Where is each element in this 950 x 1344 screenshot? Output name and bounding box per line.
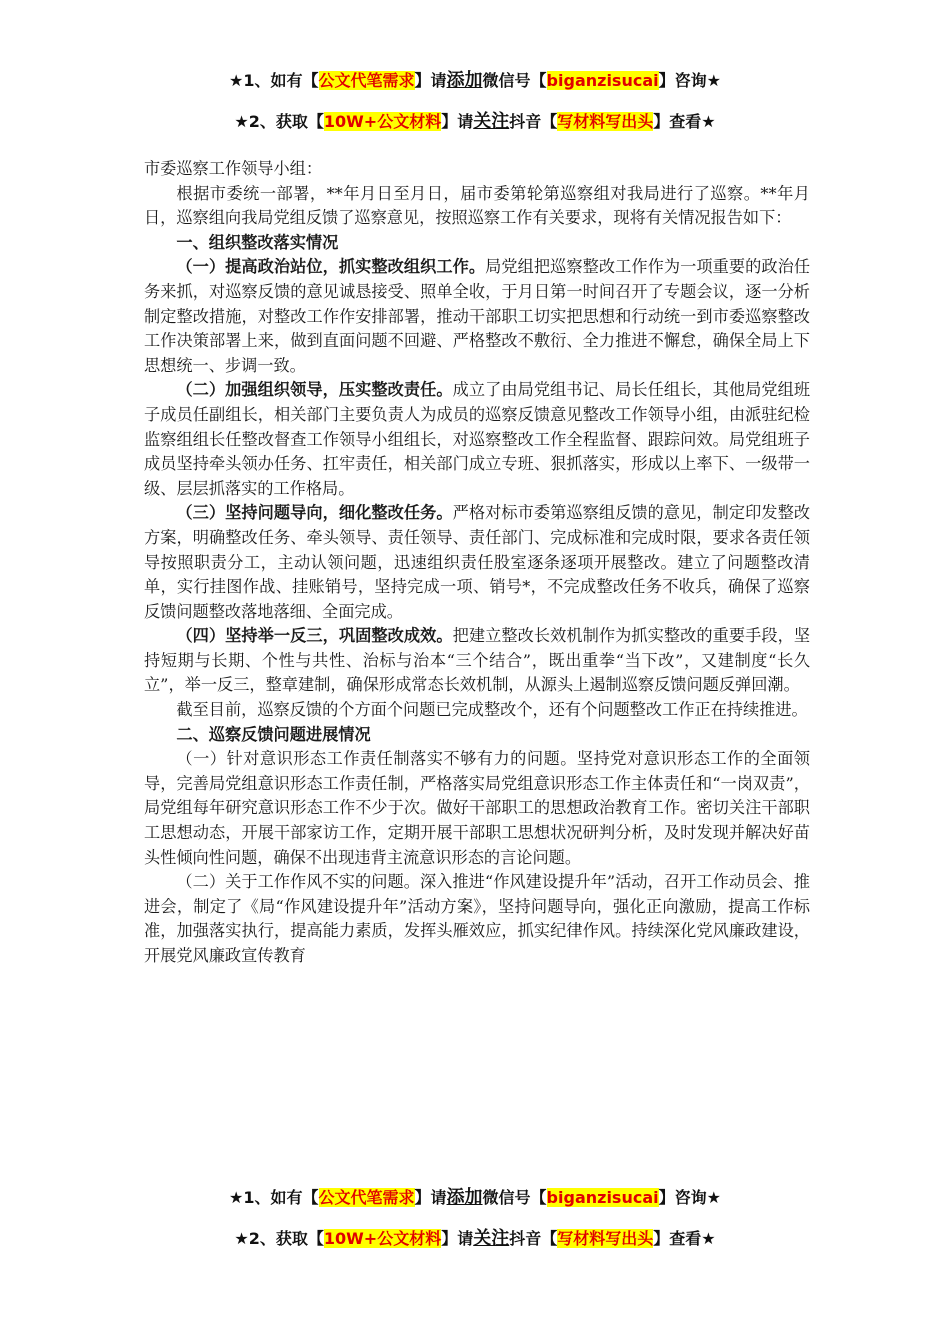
paragraph: （一）针对意识形态工作责任制落实不够有力的问题。坚持党对意识形态工作的全面领导，完善局党组意识形态工作责任制，严格落实局党组意识形态工作主体责任和“一岗双责”，局党组每年研究意识形态工作不少于次。做好干部职工的思想政治教育工作。密切关注干部职工思想动态，开展干部家访工作，定期开展干部职工思想状况研判分析，及时发现并解决好苗头性倾向性问题，确保不出现违背主流意识形态的言论问题。 [144,749,810,867]
paragraph: （一）提高政治站位，抓实整改组织工作。局党组把巡察整改工作作为一项重要的政治任务来抓，对巡察反馈的意见诚恳接受、照单全收，于月日第一时间召开了专题会议，逐一分析制定整改措施，对整改工作作安排部署，推动干部职工切实把思想和行动统一到市委巡察整改工作决策部署上来，做到直面问题不回避、严格整改不敷衍、全力推进不懈怠，确保全局上下思想统一、步调一致。 [144,257,811,375]
paragraph-lead: （一）提高政治站位，抓实整改组织工作。 [176,257,486,277]
highlight-text: 10W+公文材料 [323,112,442,131]
salutation: 市委巡察工作领导小组： [144,159,323,178]
highlight-text: 公文代笔需求 [318,1188,415,1207]
wechat-id: biganzisucai [546,71,659,90]
promo-banner-line1-bottom: ★1、如有【公文代笔需求】请添加微信号【biganzisucai】咨询★ [229,1187,721,1208]
paragraph: （三）坚持问题导向，细化整改任务。严格对标市委第巡察组反馈的意见，制定印发整改方案，明确整改任务、牵头领导、责任领导、责任部门、完成标准和完成时限，要求各责任领导按照职责分工，主动认领问题，迅速组织责任股室逐条逐项开展整改。建立了问题整改清单，实行挂图作战、挂账销号，坚持完成一项、销号*，不完成整改任务不收兵，确保了巡察反馈问题整改落地落细、全面完成。 [144,503,811,621]
section-heading: 一、组织整改落实情况 [176,232,339,252]
paragraph-lead: （二）加强组织领导，压实整改责任。 [176,380,453,400]
highlight-text: 10W+公文材料 [323,1229,442,1248]
summary-paragraph: 截至目前，巡察反馈的个方面个问题已完成整改个，还有个问题整改工作正在持续推进。 [176,700,808,720]
douyin-id: 写材料写出头 [557,112,654,131]
document-body [144,157,810,969]
promo-banner-line2-bottom: ★2、获取【10W+公文材料】请关注抖音【写材料写出头】查看★ [234,1228,716,1249]
wechat-id: biganzisucai [546,1188,659,1207]
intro-paragraph: 根据市委统一部署，**年月日至月日，届市委第轮第巡察组对我局进行了巡察。**年月日，巡察组向我局党组反馈了巡察意见，按照巡察工作有关要求，现将有关情况报告如下： [144,183,810,228]
highlight-text: 公文代笔需求 [318,71,415,90]
paragraph: （四）坚持举一反三，巩固整改成效。把建立整改长效机制作为抓实整改的重要手段，坚持短期与长期、个性与共性、治标与治本“三个结合”，既出重拳“当下改”，又建制度“长久立”，举一反三，整章建制，确保形成常态长效机制，从源头上遏制巡察反馈问题反弹回潮。 [144,626,811,695]
promo-banner-line1-top: ★1、如有【公文代笔需求】请添加微信号【biganzisucai】咨询★ [229,70,721,91]
paragraph: （二）关于工作作风不实的问题。深入推进“作风建设提升年”活动，召开工作动员会、推进会，制定了《局“作风建设提升年”活动方案》，坚持问题导向，强化正向激励，提高工作标准，加强落实执行，提高能力素质，发挥头雁效应，抓实纪律作风。持续深化党风廉政建设，开展党风廉政宣传教育 [144,872,810,965]
paragraph: （二）加强组织领导，压实整改责任。成立了由局党组书记、局长任组长，其他局党组班子成员任副组长，相关部门主要负责人为成员的巡察反馈意见整改工作领导小组，由派驻纪检监察组组长任整改督查工作领导小组组长，对巡察整改工作全程监督、跟踪问效。局党组班子成员坚持牵头领办任务、扛牢责任，相关部门成立专班、狠抓落实，形成以上率下、一级带一级、层层抓落实的工作格局。 [144,380,811,498]
section-heading: 二、巡察反馈问题进展情况 [176,724,371,744]
paragraph-lead: （四）坚持举一反三，巩固整改成效。 [176,626,453,646]
paragraph-lead: （三）坚持问题导向，细化整改任务。 [176,503,453,523]
douyin-id: 写材料写出头 [557,1229,654,1248]
promo-banner-line2-top: ★2、获取【10W+公文材料】请关注抖音【写材料写出头】查看★ [234,111,716,132]
